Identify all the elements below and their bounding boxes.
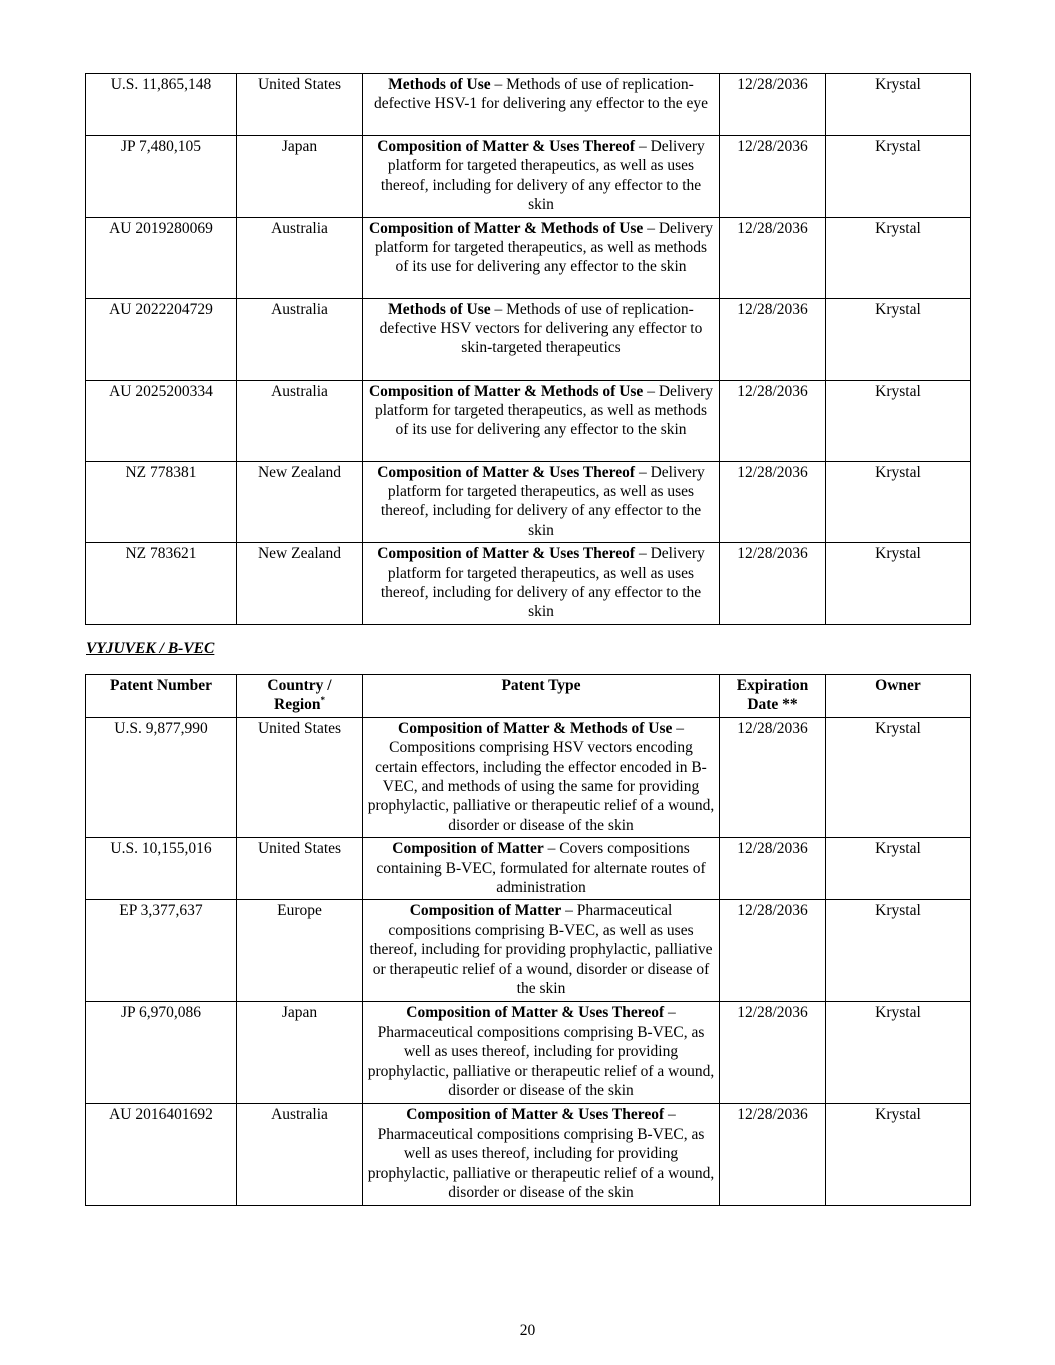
section-title: VYJUVEK / B-VEC [86,640,215,657]
table-row [86,1002,971,1104]
owner-cell: Krystal [826,298,971,380]
footnote-mark: * [320,695,325,706]
table-row [86,217,971,298]
header-region-line1: Country / [267,677,332,694]
header-owner: Owner [826,675,971,718]
owner-cell: Krystal [826,461,971,543]
patent-number-cell: EP 3,377,637 [86,900,237,1002]
patent-type-category: Composition of Matter & Methods of Use [368,219,644,237]
patent-type-cell [363,136,720,218]
owner-cell: Krystal [826,136,971,218]
patent-type-category: Composition of Matter & Methods of Use [398,719,673,737]
patent-type-cell [363,900,720,1002]
patent-type-cell [363,1002,720,1104]
patent-type-description: – Methods of use of replication-defective HSV vectors for delivering any effector to skin-targeted therapeutics [379,300,703,357]
owner-cell: Krystal [826,1104,971,1206]
patent-type-category: Composition of Matter & Methods of Use [368,382,644,400]
expiration-cell: 12/28/2036 [720,717,826,837]
region-cell: Australia [237,1104,363,1206]
table-row [86,74,971,136]
patent-type-cell [363,217,720,298]
patent-type-category: Composition of Matter & Uses Thereof [377,463,636,481]
patent-table-continued [85,73,971,625]
header-country-region [237,675,363,718]
patent-type-description: – Covers compositions containing B-VEC, formulated for alternate routes of administration [376,840,706,897]
header-expiration-date [720,675,826,718]
owner-cell: Krystal [826,900,971,1002]
region-cell: United States [237,717,363,837]
expiration-cell: 12/28/2036 [720,543,826,625]
expiration-cell: 12/28/2036 [720,217,826,298]
region-cell: New Zealand [237,543,363,625]
region-cell: United States [237,74,363,136]
table-row [86,380,971,461]
patent-number-cell: JP 7,480,105 [86,136,237,218]
table-row [86,717,971,837]
patent-type-cell [363,461,720,543]
patent-type-description: – Compositions comprising HSV vectors encoding certain effectors, including the effector encoded in B-VEC, and methods of using the same for providing prophylactic, palliative or therapeutic relief of a wound, disorder or disease of the skin [367,719,715,834]
patent-type-description: – Delivery platform for targeted therapeutics, as well as uses thereof, including for delivery of any effector to the skin [380,463,705,539]
region-cell: Japan [237,1002,363,1104]
patent-type-cell [363,74,720,136]
region-cell: Australia [237,298,363,380]
patent-number-cell: NZ 783621 [86,543,237,625]
patent-type-cell [363,298,720,380]
patent-number-cell: U.S. 9,877,990 [86,717,237,837]
patent-number-cell: AU 2025200334 [86,380,237,461]
patent-type-cell [363,717,720,837]
expiration-cell: 12/28/2036 [720,1002,826,1104]
patent-number-cell: AU 2022204729 [86,298,237,380]
region-cell: Australia [237,217,363,298]
region-cell: Japan [237,136,363,218]
expiration-cell: 12/28/2036 [720,838,826,900]
expiration-cell: 12/28/2036 [720,298,826,380]
patent-number-cell: NZ 778381 [86,461,237,543]
owner-cell: Krystal [826,74,971,136]
expiration-cell: 12/28/2036 [720,461,826,543]
patent-type-description: – Delivery platform for targeted therapeutics, as well as methods of its use for delivering any effector to the skin [375,219,714,276]
patent-number-cell: JP 6,970,086 [86,1002,237,1104]
patent-type-description: – Delivery platform for targeted therapeutics, as well as methods of its use for delivering any effector to the skin [375,382,714,439]
patent-number-cell: AU 2016401692 [86,1104,237,1206]
region-cell: United States [237,838,363,900]
patent-type-category: Methods of Use [388,76,491,93]
table-row [86,461,971,543]
patent-number-cell: U.S. 11,865,148 [86,74,237,136]
patent-type-description: – Methods of use of replication-defective HSV-1 for delivering any effector to the eye [374,76,708,113]
patent-type-category: Composition of Matter [409,902,562,920]
patent-type-description: – Delivery platform for targeted therapeutics, as well as uses thereof, including for delivery of any effector to the skin [380,138,705,214]
owner-cell: Krystal [826,1002,971,1104]
region-cell: New Zealand [237,461,363,543]
table-row [86,543,971,625]
expiration-cell: 12/28/2036 [720,1104,826,1206]
patent-type-category: Methods of Use [388,300,491,318]
patent-type-category: Composition of Matter [392,840,544,858]
patent-table-vyjuvek [85,674,971,1206]
owner-cell: Krystal [826,380,971,461]
owner-cell: Krystal [826,717,971,837]
region-cell: Australia [237,380,363,461]
patent-type-category: Composition of Matter & Uses Thereof [377,545,636,563]
expiration-cell: 12/28/2036 [720,900,826,1002]
header-region-line2: Region [274,696,321,714]
patent-type-description: – Pharmaceutical compositions comprising B-VEC, as well as uses thereof, including for providing prophylactic, palliative or therapeutic relief of a wound, disorder or disease of the skin [367,1004,715,1100]
expiration-cell: 12/28/2036 [720,380,826,461]
patent-type-description: – Pharmaceutical compositions comprising B-VEC, as well as uses thereof, including for providing prophylactic, palliative or therapeutic relief of a wound, disorder or disease of the skin [367,1106,715,1202]
owner-cell: Krystal [826,543,971,625]
patent-type-cell [363,1104,720,1206]
page-number: 20 [519,1322,536,1339]
region-cell: Europe [237,900,363,1002]
patent-type-category: Composition of Matter & Uses Thereof [377,138,636,155]
owner-cell: Krystal [826,217,971,298]
patent-number-cell: AU 2019280069 [86,217,237,298]
header-patent-type: Patent Type [363,675,720,718]
patent-type-description: – Delivery platform for targeted therapeutics, as well as uses thereof, including for delivery of any effector to the skin [380,545,705,621]
table-row [86,136,971,218]
header-patent-number: Patent Number [86,675,237,718]
patent-type-description: – Pharmaceutical compositions comprising B-VEC, as well as uses thereof, including for providing prophylactic, palliative or therapeutic relief of a wound, disorder or disease of the skin [369,902,713,998]
patent-type-category: Composition of Matter & Uses Thereof [406,1106,665,1124]
owner-cell: Krystal [826,838,971,900]
expiration-cell: 12/28/2036 [720,136,826,218]
table-row [86,1104,971,1206]
patent-type-cell [363,380,720,461]
header-expiration-line1: Expiration [736,677,809,694]
table-row [86,298,971,380]
patent-number-cell: U.S. 10,155,016 [86,838,237,900]
table-header-row [86,675,971,718]
table-row [86,838,971,900]
header-expiration-line2: Date ** [747,696,798,714]
table-row [86,900,971,1002]
patent-type-cell [363,543,720,625]
expiration-cell: 12/28/2036 [720,74,826,136]
patent-type-category: Composition of Matter & Uses Thereof [406,1004,665,1022]
patent-type-cell [363,838,720,900]
